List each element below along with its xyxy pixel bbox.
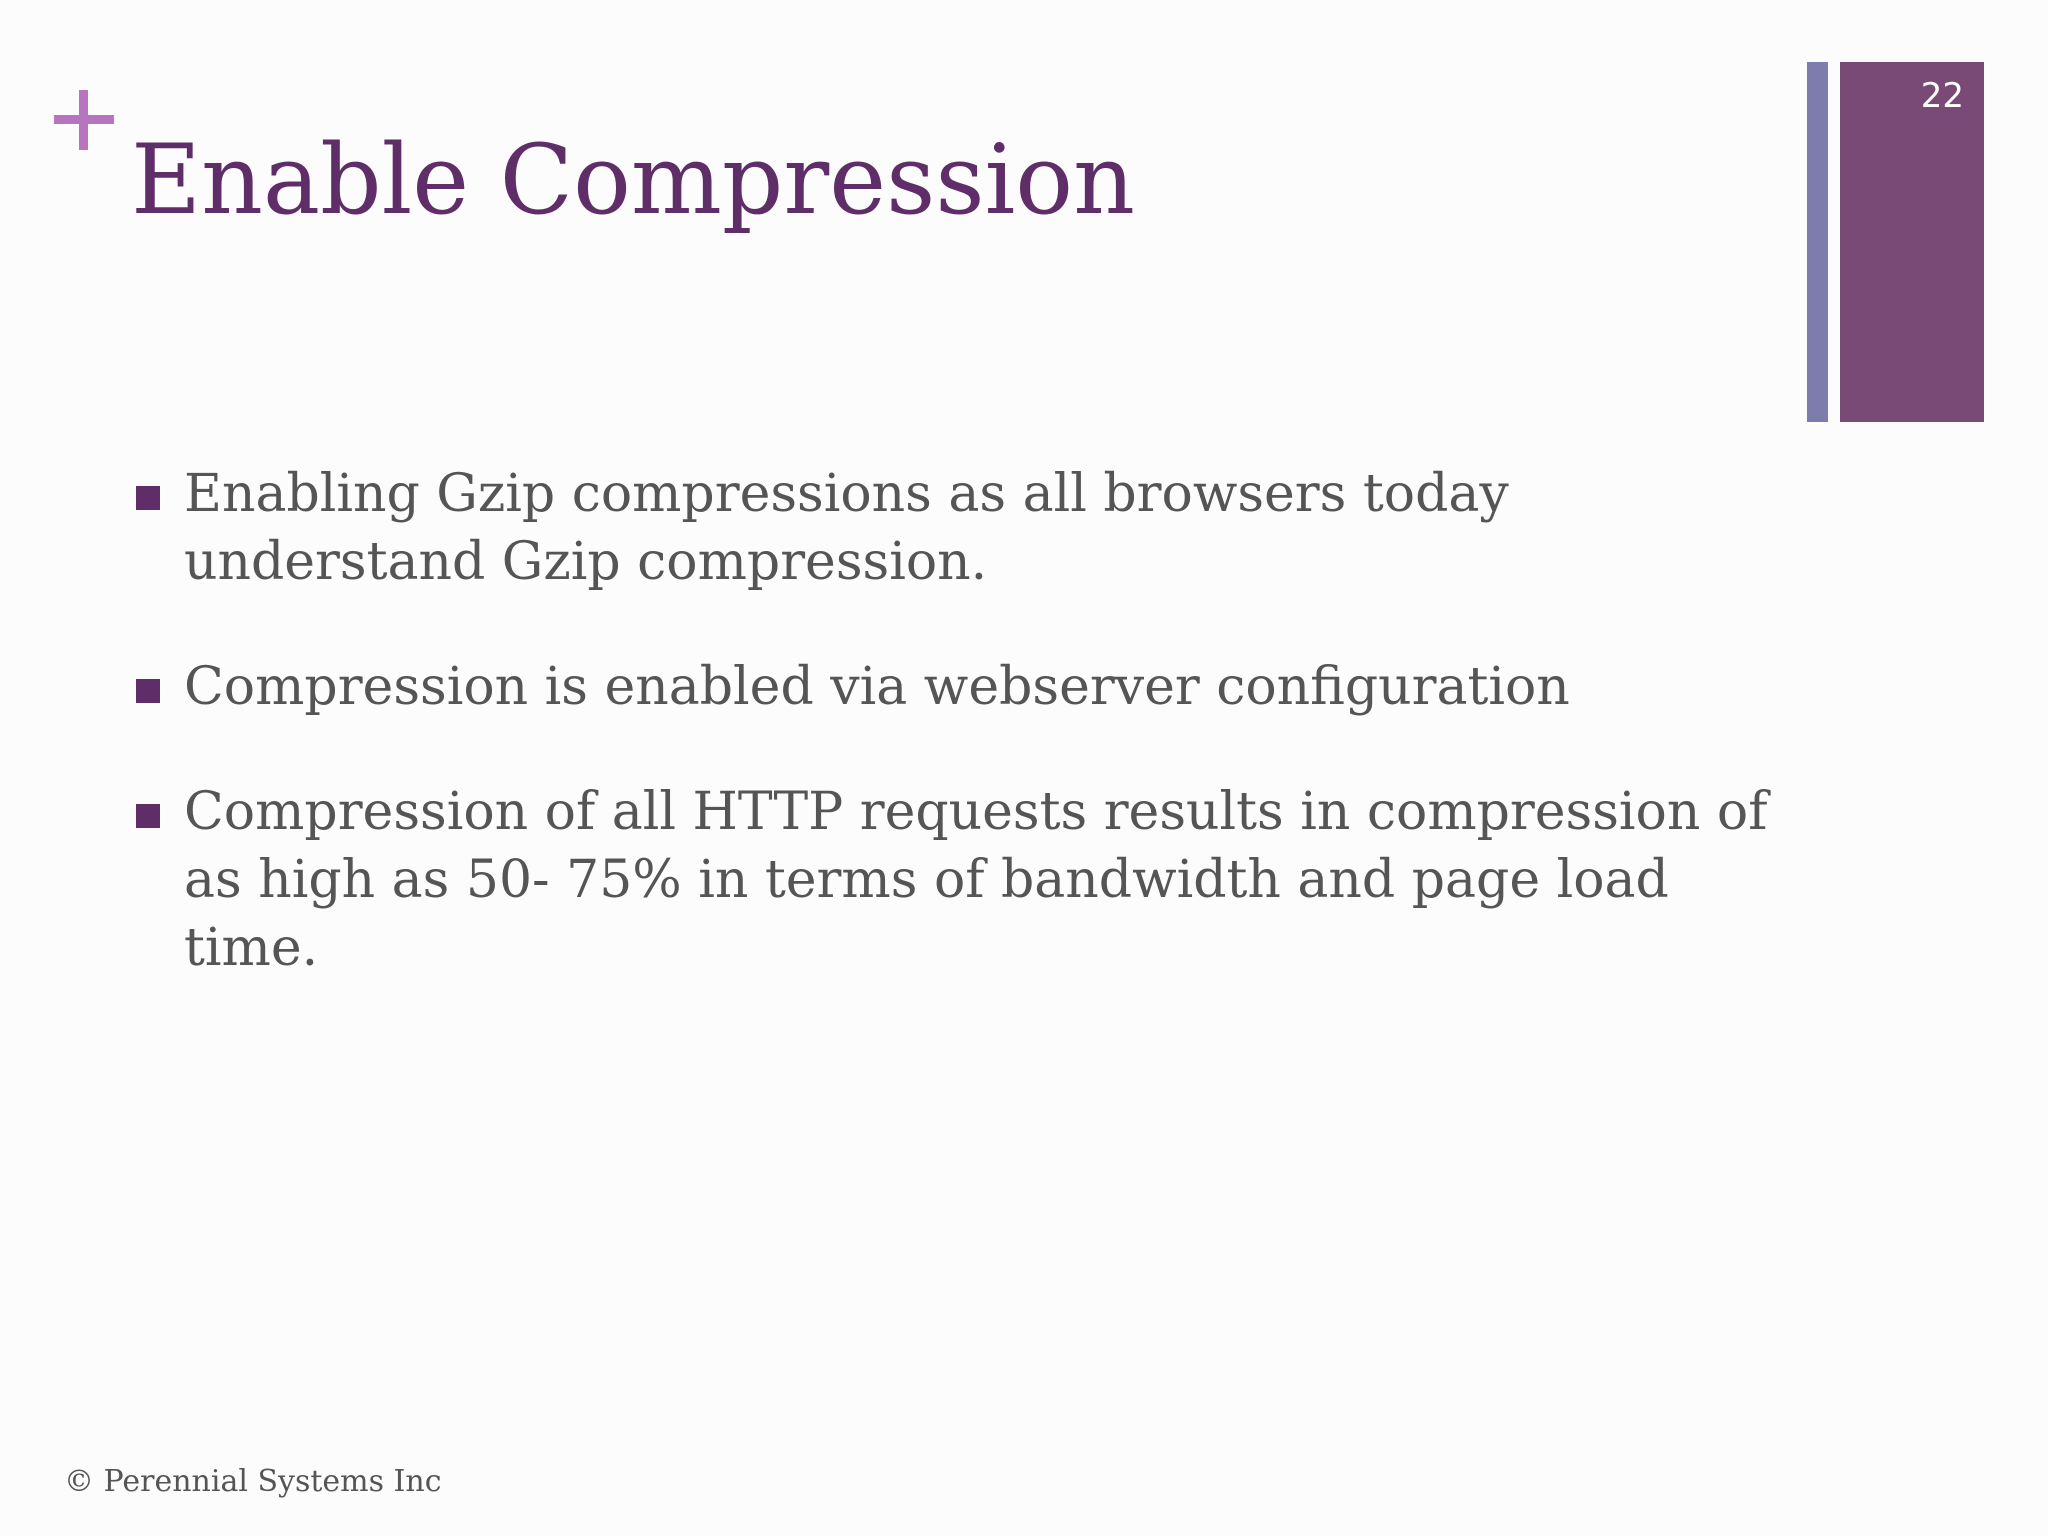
square-bullet-icon <box>136 804 160 828</box>
bullet-text: Compression of all HTTP requests results in compression of as high as 50- 75% in terms of bandwidth and page load time. <box>184 782 1768 978</box>
bullet-item <box>136 778 1776 982</box>
square-bullet-icon <box>136 679 160 703</box>
bullet-item <box>136 653 1776 721</box>
square-bullet-icon <box>136 486 160 510</box>
plus-icon <box>54 90 114 150</box>
bullet-item <box>136 460 1776 596</box>
accent-bar-thin <box>1807 62 1828 422</box>
slide-number: 22 <box>1920 76 1964 116</box>
bullet-list <box>136 460 1776 1039</box>
bullet-text: Enabling Gzip compressions as all browsers today understand Gzip compression. <box>184 464 1509 592</box>
bullet-text: Compression is enabled via webserver configuration <box>184 657 1570 717</box>
slide-title: Enable Compression <box>131 124 1135 236</box>
accent-bar-thick <box>1840 62 1984 422</box>
footer-copyright: © Perennial Systems Inc <box>64 1464 442 1499</box>
